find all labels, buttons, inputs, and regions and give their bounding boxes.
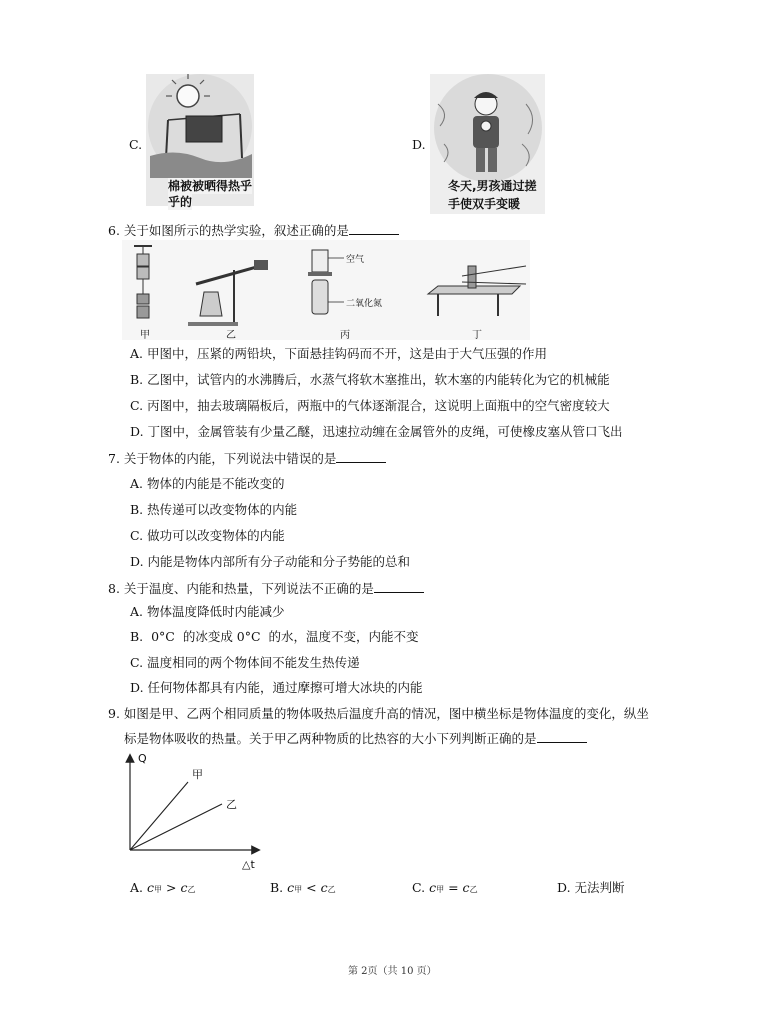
q9-option-d[interactable]: D. 无法判断 xyxy=(557,880,625,895)
thermal-experiments-figure xyxy=(122,240,530,340)
q9-stem-line1: 9. 如图是甲、乙两个相同质量的物体吸热后温度升高的情况，图中横坐标是物体温度的变化，纵坐 xyxy=(108,706,649,721)
q7-stem-text: 7. 关于物体的内能，下列说法中错误的是 xyxy=(108,451,337,466)
x-axis-label: △t xyxy=(242,858,255,871)
option-d-caption-2: 手使双手变暖 xyxy=(448,197,521,211)
q8-option-d[interactable]: D. 任何物体都具有内能，通过摩擦可增大冰块的内能 xyxy=(130,680,423,695)
q7-stem xyxy=(108,450,386,467)
q8-stem-text: 8. 关于温度、内能和热量，下列说法不正确的是 xyxy=(108,581,374,596)
fig-label-air: 空气 xyxy=(346,255,365,265)
q6-stem xyxy=(108,222,399,239)
q8-option-a[interactable]: A. 物体温度降低时内能减少 xyxy=(130,604,285,619)
q9-stem-line2 xyxy=(124,730,587,747)
fig-label-ding: 丁 xyxy=(472,330,482,341)
line-yi-label: 乙 xyxy=(226,798,237,811)
q6-option-d[interactable]: D. 丁图中，金属管装有少量乙醚，迅速拉动缠在金属管外的皮绳，可使橡皮塞从管口飞出 xyxy=(130,424,623,439)
option-c-letter: C. xyxy=(129,137,143,152)
option-d-illustration xyxy=(430,74,545,214)
q7-option-b[interactable]: B. 热传递可以改变物体的内能 xyxy=(130,502,298,517)
y-axis-label: Q xyxy=(138,752,147,765)
line-yi xyxy=(130,804,222,850)
q7-option-a[interactable]: A. 物体的内能是不能改变的 xyxy=(130,476,285,491)
q7-answer-blank[interactable] xyxy=(336,450,386,463)
q9-option-c[interactable]: C. c甲 = c乙 xyxy=(412,880,478,895)
q9-answer-blank[interactable] xyxy=(537,730,587,743)
q8-option-b[interactable]: B. 0°C 的冰变成 0°C 的水，温度不变，内能不变 xyxy=(130,629,419,644)
q8-answer-blank[interactable] xyxy=(374,580,424,593)
q6-figure xyxy=(122,240,530,340)
line-jia xyxy=(130,782,188,850)
fig-label-co2: 二氧化氮 xyxy=(346,299,383,309)
option-d-letter: D. xyxy=(412,137,426,152)
q6-answer-blank[interactable] xyxy=(349,222,399,235)
line-jia-label: 甲 xyxy=(192,768,203,781)
option-d-caption-1: 冬天,男孩通过搓 xyxy=(448,179,537,193)
q8-option-c[interactable]: C. 温度相同的两个物体间不能发生热传递 xyxy=(130,655,360,670)
fig-label-bing: 丙 xyxy=(340,330,350,341)
q6-option-c[interactable]: C. 丙图中，抽去玻璃隔板后，两瓶中的气体逐渐混合，这说明上面瓶中的空气密度较大 xyxy=(130,398,610,413)
q7-option-c[interactable]: C. 做功可以改变物体的内能 xyxy=(130,528,285,543)
q6-option-b[interactable]: B. 乙图中，试管内的水沸腾后，水蒸气将软木塞推出，软木塞的内能转化为它的机械能 xyxy=(130,372,610,387)
q8-stem xyxy=(108,580,424,597)
q9-option-b[interactable]: B. c甲 < c乙 xyxy=(270,880,336,895)
q7-option-d[interactable]: D. 内能是物体内部所有分子动能和分子势能的总和 xyxy=(130,554,411,569)
q6-stem-text: 6. 关于如图所示的热学实验，叙述正确的是 xyxy=(108,223,349,238)
q9-graph xyxy=(118,752,278,876)
option-c-caption-2: 乎的 xyxy=(168,195,193,209)
q6-option-a[interactable]: A. 甲图中，压紧的两铅块，下面悬挂钩码而不开，这是由于大气压强的作用 xyxy=(130,346,547,361)
option-c-caption-1: 棉被被晒得热乎 xyxy=(168,179,253,193)
q9-option-a[interactable]: A. c甲 > c乙 xyxy=(130,880,196,895)
fig-label-yi: 乙 xyxy=(226,330,236,341)
q9-stem-line2-text: 标是物体吸收的热量。关于甲乙两种物质的比热容的大小下列判断正确的是 xyxy=(124,731,537,746)
option-c-illustration xyxy=(146,74,254,209)
fig-label-jia: 甲 xyxy=(140,330,150,341)
page-footer: 第 2页（共 10 页） xyxy=(348,966,437,977)
